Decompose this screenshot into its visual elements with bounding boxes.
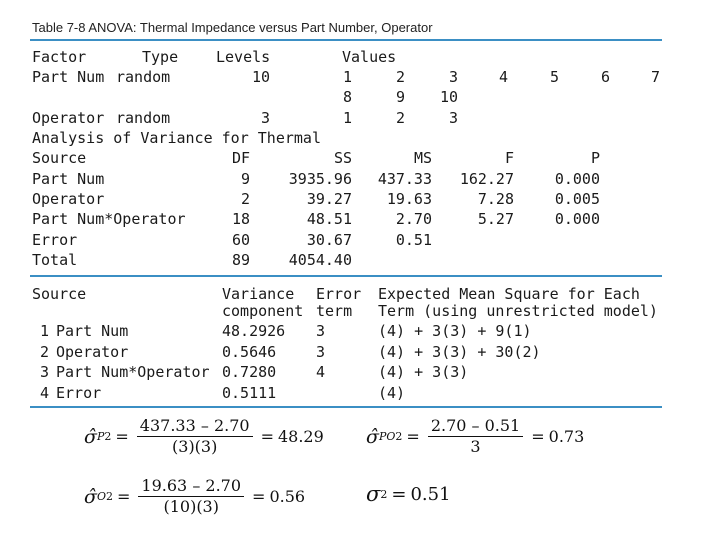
vc-index: 4 (40, 384, 50, 402)
top-rule (30, 39, 662, 41)
vc-source: Part Num*Operator (56, 363, 210, 381)
factor-levels: 10 (251, 68, 270, 86)
numerator: 19.63 – 2.70 (138, 476, 244, 497)
equals-sign: = (252, 487, 266, 506)
factor-value: 2 (395, 68, 405, 86)
factor-value: 7 (650, 68, 660, 86)
bottom-rule (30, 406, 662, 408)
anova-title: Analysis of Variance for Thermal (32, 129, 321, 147)
factor-value: 1 (342, 68, 352, 86)
vc-index: 1 (40, 322, 50, 340)
equals-sign: = (117, 487, 131, 506)
result: 0.51 (410, 483, 451, 505)
vc-source: Operator (56, 343, 129, 361)
anova-source: Part Num (32, 170, 105, 188)
factor-name: Part Num (32, 68, 105, 86)
factor-value: 2 (395, 109, 405, 127)
sigma-hat-symbol: σ̂ (84, 485, 97, 508)
numerator: 437.33 – 2.70 (137, 416, 253, 437)
table-caption: Table 7-8 ANOVA: Thermal Impedance versus Part Number, Operator (32, 20, 433, 35)
vc-header-ems: Expected Mean Square for Each (378, 285, 640, 303)
factor-value: 8 (342, 88, 352, 106)
denominator: (3)(3) (172, 437, 218, 456)
vc-header-source: Source (32, 285, 87, 303)
anova-source: Operator (32, 190, 105, 208)
levels-header: Levels (216, 48, 271, 66)
anova-ss: 3935.96 (288, 170, 352, 188)
anova-source: Part Num*Operator (32, 210, 186, 228)
vc-source: Error (56, 384, 102, 402)
anova-header-p: P (590, 149, 600, 167)
sigma-symbol: σ (366, 482, 381, 506)
factor-value: 4 (498, 68, 508, 86)
superscript: 2 (104, 430, 112, 443)
anova-df: 89 (231, 251, 250, 269)
anova-ms: 437.33 (377, 170, 432, 188)
anova-p: 0.000 (554, 170, 600, 188)
denominator: 3 (470, 437, 481, 456)
formula-sigma-po (366, 416, 584, 457)
equals-sign: = (115, 427, 129, 446)
vc-component: 0.5646 (222, 343, 277, 361)
anova-f: 162.27 (459, 170, 514, 188)
equals-sign: = (391, 483, 407, 505)
vc-header-error: Error (316, 285, 362, 303)
result: 0.56 (269, 487, 306, 506)
vc-header-ems-note: Term (using unrestricted model) (378, 302, 658, 320)
sigma-hat-symbol: σ̂ (366, 425, 379, 448)
factor-levels: 3 (260, 109, 270, 127)
vc-index: 2 (40, 343, 50, 361)
vc-header-term: term (316, 302, 353, 320)
vc-header-component: component (222, 302, 304, 320)
anova-source: Error (32, 231, 78, 249)
vc-term: 3 (316, 343, 326, 361)
anova-ms: 2.70 (395, 210, 432, 228)
anova-p: 0.000 (554, 210, 600, 228)
equals-sign: = (406, 427, 420, 446)
anova-ms: 19.63 (386, 190, 432, 208)
anova-f: 7.28 (477, 190, 514, 208)
superscript: 2 (380, 487, 388, 501)
fraction (137, 416, 253, 457)
anova-f: 5.27 (477, 210, 514, 228)
numerator: 2.70 – 0.51 (428, 416, 523, 437)
anova-p: 0.005 (554, 190, 600, 208)
factor-value: 10 (439, 88, 458, 106)
formula-sigma-p (84, 416, 324, 457)
anova-df: 18 (231, 210, 250, 228)
result: 48.29 (277, 427, 324, 446)
factor-value: 9 (395, 88, 405, 106)
vc-component: 48.2926 (222, 322, 286, 340)
anova-ss: 48.51 (306, 210, 352, 228)
vc-component: 0.7280 (222, 363, 277, 381)
factor-name: Operator (32, 109, 105, 127)
factor-header: Factor (32, 48, 87, 66)
anova-ss: 30.67 (306, 231, 352, 249)
subscript: PO (378, 430, 396, 443)
values-header: Values (342, 48, 397, 66)
anova-df: 2 (240, 190, 250, 208)
factor-type: random (116, 68, 171, 86)
factor-value: 6 (600, 68, 610, 86)
vc-header-variance: Variance (222, 285, 295, 303)
vc-ems: (4) + 3(3) (378, 363, 469, 381)
factor-value: 3 (448, 68, 458, 86)
vc-index: 3 (40, 363, 50, 381)
anova-source: Total (32, 251, 78, 269)
fraction (428, 416, 523, 457)
formula-sigma-o (84, 476, 305, 517)
subscript: P (96, 430, 105, 443)
factor-type: random (116, 109, 171, 127)
vc-ems: (4) (378, 384, 406, 402)
anova-df: 60 (231, 231, 250, 249)
formula-sigma (366, 482, 451, 506)
type-header: Type (142, 48, 179, 66)
result: 0.73 (548, 427, 585, 446)
fraction (138, 476, 244, 517)
factor-value: 3 (448, 109, 458, 127)
anova-header-df: DF (231, 149, 250, 167)
vc-ems: (4) + 3(3) + 9(1) (378, 322, 532, 340)
vc-ems: (4) + 3(3) + 30(2) (378, 343, 541, 361)
vc-term: 4 (316, 363, 326, 381)
subscript: O (96, 490, 107, 503)
superscript: 2 (106, 490, 114, 503)
anova-header-ss: SS (333, 149, 352, 167)
anova-ss: 39.27 (306, 190, 352, 208)
factor-value: 5 (549, 68, 559, 86)
equals-sign: = (260, 427, 274, 446)
vc-source: Part Num (56, 322, 129, 340)
vc-component: 0.5111 (222, 384, 277, 402)
factor-value: 1 (342, 109, 352, 127)
sigma-hat-symbol: σ̂ (84, 425, 97, 448)
vc-term: 3 (316, 322, 326, 340)
anova-df: 9 (240, 170, 250, 188)
anova-header-source: Source (32, 149, 87, 167)
mid-rule (30, 275, 662, 277)
anova-ms: 0.51 (395, 231, 432, 249)
anova-header-f: F (504, 149, 514, 167)
superscript: 2 (395, 430, 403, 443)
denominator: (10)(3) (163, 497, 219, 516)
equals-sign: = (531, 427, 545, 446)
anova-ss: 4054.40 (288, 251, 352, 269)
anova-header-ms: MS (413, 149, 432, 167)
